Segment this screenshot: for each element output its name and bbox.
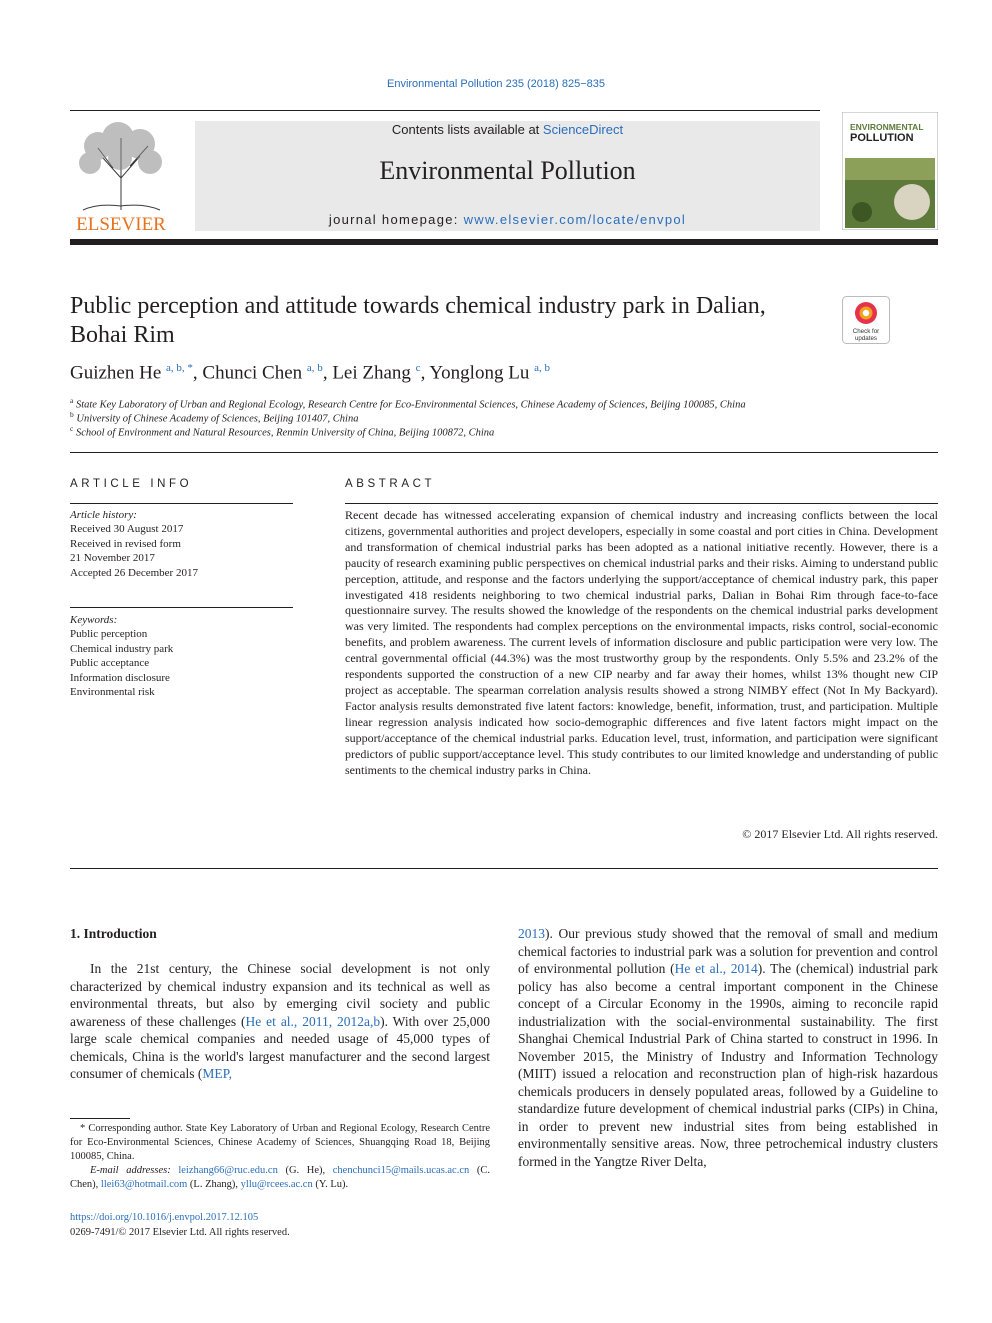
keyword: Public perception — [70, 628, 148, 641]
header-top-rule — [70, 110, 820, 111]
author-list: Guizhen He $^{a, b, *}$, Chunci Chen $^{a, b}$, Lei Zhang $^c$, Yonglong Lu $^{a, b}$ — [70, 362, 550, 384]
issn-line: 0269-7491/© 2017 Elsevier Ltd. All rights reserved. — [70, 1227, 290, 1238]
citation-link[interactable]: 2013 — [518, 926, 545, 941]
email-link[interactable]: llei63@hotmail.com — [100, 1179, 188, 1190]
contents-line — [195, 122, 820, 137]
author-name: Yonglong Lu — [429, 362, 530, 384]
homepage-prefix: journal homepage: — [328, 212, 464, 227]
journal-name: Environmental Pollution — [379, 156, 636, 185]
section-heading: 1. Introduction — [70, 926, 157, 941]
keyword: Environmental risk — [70, 686, 155, 699]
keywords: Keywords: Public perception Chemical industry park Public acceptance Information disclosure Environmental risk — [70, 613, 293, 699]
affiliation: $^b$ University of Chinese Academy of Sciences, Beijing 101407, China — [70, 410, 359, 425]
svg-text:Check for: Check for — [852, 328, 880, 335]
email-link[interactable]: yllu@rcees.ac.cn — [240, 1179, 313, 1190]
email-link[interactable]: chenchunci15@mails.ucas.ac.cn — [332, 1165, 470, 1176]
author-name: Guizhen He — [70, 362, 162, 384]
journal-reference[interactable]: Environmental Pollution 235 (2018) 825−835 — [386, 78, 605, 90]
author-affil-mark[interactable]: a, b, * — [166, 362, 193, 374]
citation-link[interactable]: He et al., 2011, 2012a,b — [245, 1013, 381, 1029]
footnote-rule — [70, 1118, 130, 1119]
elsevier-wordmark: ELSEVIER — [76, 214, 166, 234]
homepage-link[interactable]: www.elsevier.com/locate/envpol — [463, 212, 687, 227]
corresponding-author-footnote: * Corresponding author. State Key Laboratory of Urban and Regional Ecology, Research Centre for Eco-Environmental Sciences, Chinese Academy of Sciences, Shuangqing Road 18, Beijing 100085, China. E-mail addresses: leizhang66@ruc.edu.cn (G. He), chenchunci15@mails.ucas.ac.cn (C. Chen), llei63@hotmail.com (L. Zhang), yllu@rcees.ac.cn (Y. Lu). — [70, 1123, 491, 1190]
article-title: Public perception and attitude towards chemical industry park in Dalian, Bohai Rim — [70, 293, 766, 348]
divider — [70, 452, 938, 453]
intro-right-column: 2013). Our previous study showed that the removal of small and medium chemical factories to industrial park was a solution for prevention and control of environmental pollution (He et al., 2014). The (chemical) industrial park policy has also become a central important component in the Chinese concept of a Circular Economy in the 1990s, aiming to reconcile rapid industrialization with the social-environmental sustainability. The first Shanghai Chemical Industrial Park of China started to construct in 1996. In November 2015, the Ministry of Industry and Information Technology (MIIT) issued a relocation and reconstruction plan of high-risk hazardous chemicals producers in densely populated areas, followed by a Guideline to standardize future development of chemical industrial parks (CIPs) in China, in order to prevent new industrial sites from being established in environmentally sensitive areas. Now, three petrochemical industry clusters formed in the Yangtze River Delta, — [518, 926, 938, 1169]
cover-title-line2: POLLUTION — [850, 132, 914, 144]
svg-text:updates: updates — [854, 335, 878, 342]
author-name: Chunci Chen — [202, 362, 303, 384]
divider — [70, 503, 293, 504]
divider — [345, 503, 938, 504]
abstract-text: Recent decade has witnessed accelerating expansion of chemical industry and increasing conflicts between the local citizens, governmental authorities and project developers, especially in some coastal and port cities in China. Development and transformation of chemical industrial parks has been adopted as a national initiative recently. However, there is a paucity of research examining public perspectives on chemical industrial parks and their risks. Aiming to understand public perception, attitude, and response and the factors underlying the support/acceptance of chemical industry park, this paper investigated 418 residents neighboring to two chemical industrial parks, Dalian in Bohai Rim through face-to-face questionnaire survey. The results showed the knowledge of the respondents on the chemical industrial parks development was very limited. The respondents had complex perceptions on the environmental impacts, risks control, social-economic benefits, and problem awareness. The current levels of information disclosure and public participation were very low. The central governmental official (44.3%) was the most trustworthy group by the respondents. Only 5.5% and 23.2% of the respondents supported the construction of a new CIP nearby and far away their homes, whilst 13% thought new CIP project as acceptable. The spearman correlation analysis results showed a strong NIMBY effect (Not In My Backyard). Factor analysis results demonstrated five latent factors: knowledge, benefit, information, trust, and participation. Multiple linear regression analysis indicated how socio-demographic differences and five latent factors might impact on the support/acceptance of the chemical industrial parks. Education level, trust, information, and participation were significant predictors of public support/acceptance level. This study contributes to our limited knowledge and understanding of public sentiments to the chemical industry parks in China. — [345, 508, 938, 777]
abstract-heading: ABSTRACT — [345, 478, 436, 490]
author-affil-mark[interactable]: c — [415, 362, 421, 374]
journal-cover-image — [842, 112, 938, 230]
citation-link[interactable]: MEP, — [202, 1066, 232, 1081]
doi-link[interactable]: https://doi.org/10.1016/j.envpol.2017.12.105 — [70, 1212, 259, 1223]
abstract-copyright: © 2017 Elsevier Ltd. All rights reserved. — [742, 827, 938, 841]
check-for-updates-icon[interactable] — [842, 296, 890, 344]
author-affil-mark[interactable]: a, b — [306, 362, 323, 374]
elsevier-logo — [68, 118, 174, 234]
email-link[interactable]: leizhang66@ruc.edu.cn — [178, 1165, 278, 1176]
homepage-line — [195, 212, 820, 227]
affiliation: $^c$ School of Environment and Natural Resources, Renmin University of China, Beijing 100872, China — [70, 424, 495, 439]
header-thick-rule — [70, 239, 938, 245]
sciencedirect-link[interactable]: ScienceDirect — [542, 122, 624, 137]
author-affil-mark[interactable]: a, b — [534, 362, 550, 374]
citation-link[interactable]: He et al., 2014 — [674, 961, 758, 976]
divider — [70, 868, 938, 869]
keyword: Chemical industry park — [70, 642, 174, 655]
affiliation: $^a$ State Key Laboratory of Urban and Regional Ecology, Research Centre for Eco-Environmental Sciences, Chinese Academy of Sciences, Beijing 100085, China — [70, 396, 746, 411]
contents-prefix: Contents lists available at — [391, 122, 543, 137]
article-info-heading: ARTICLE INFO — [70, 478, 193, 490]
divider — [70, 607, 293, 608]
author-name: Lei Zhang — [332, 362, 411, 384]
article-history: Article history: Received 30 August 2017 Received in revised form 21 November 2017 Accepted 26 December 2017 — [70, 509, 198, 579]
intro-left-column: In the 21st century, the Chinese social development is not only characterized by chemical industry expansion and its technical as well as environmental threats, but also by emerging civil society and public awareness of these challenges (He et al., 2011, 2012a,b). With over 25,000 large scale chemical companies and needed usage of 45,000 types of chemicals, China is the world's largest manufacturer and the second largest consumer of chemicals (MEP, — [70, 961, 490, 1081]
keyword: Public acceptance — [70, 657, 150, 670]
cover-title-line1: ENVIRONMENTAL — [850, 122, 924, 132]
keyword: Information disclosure — [70, 671, 170, 684]
